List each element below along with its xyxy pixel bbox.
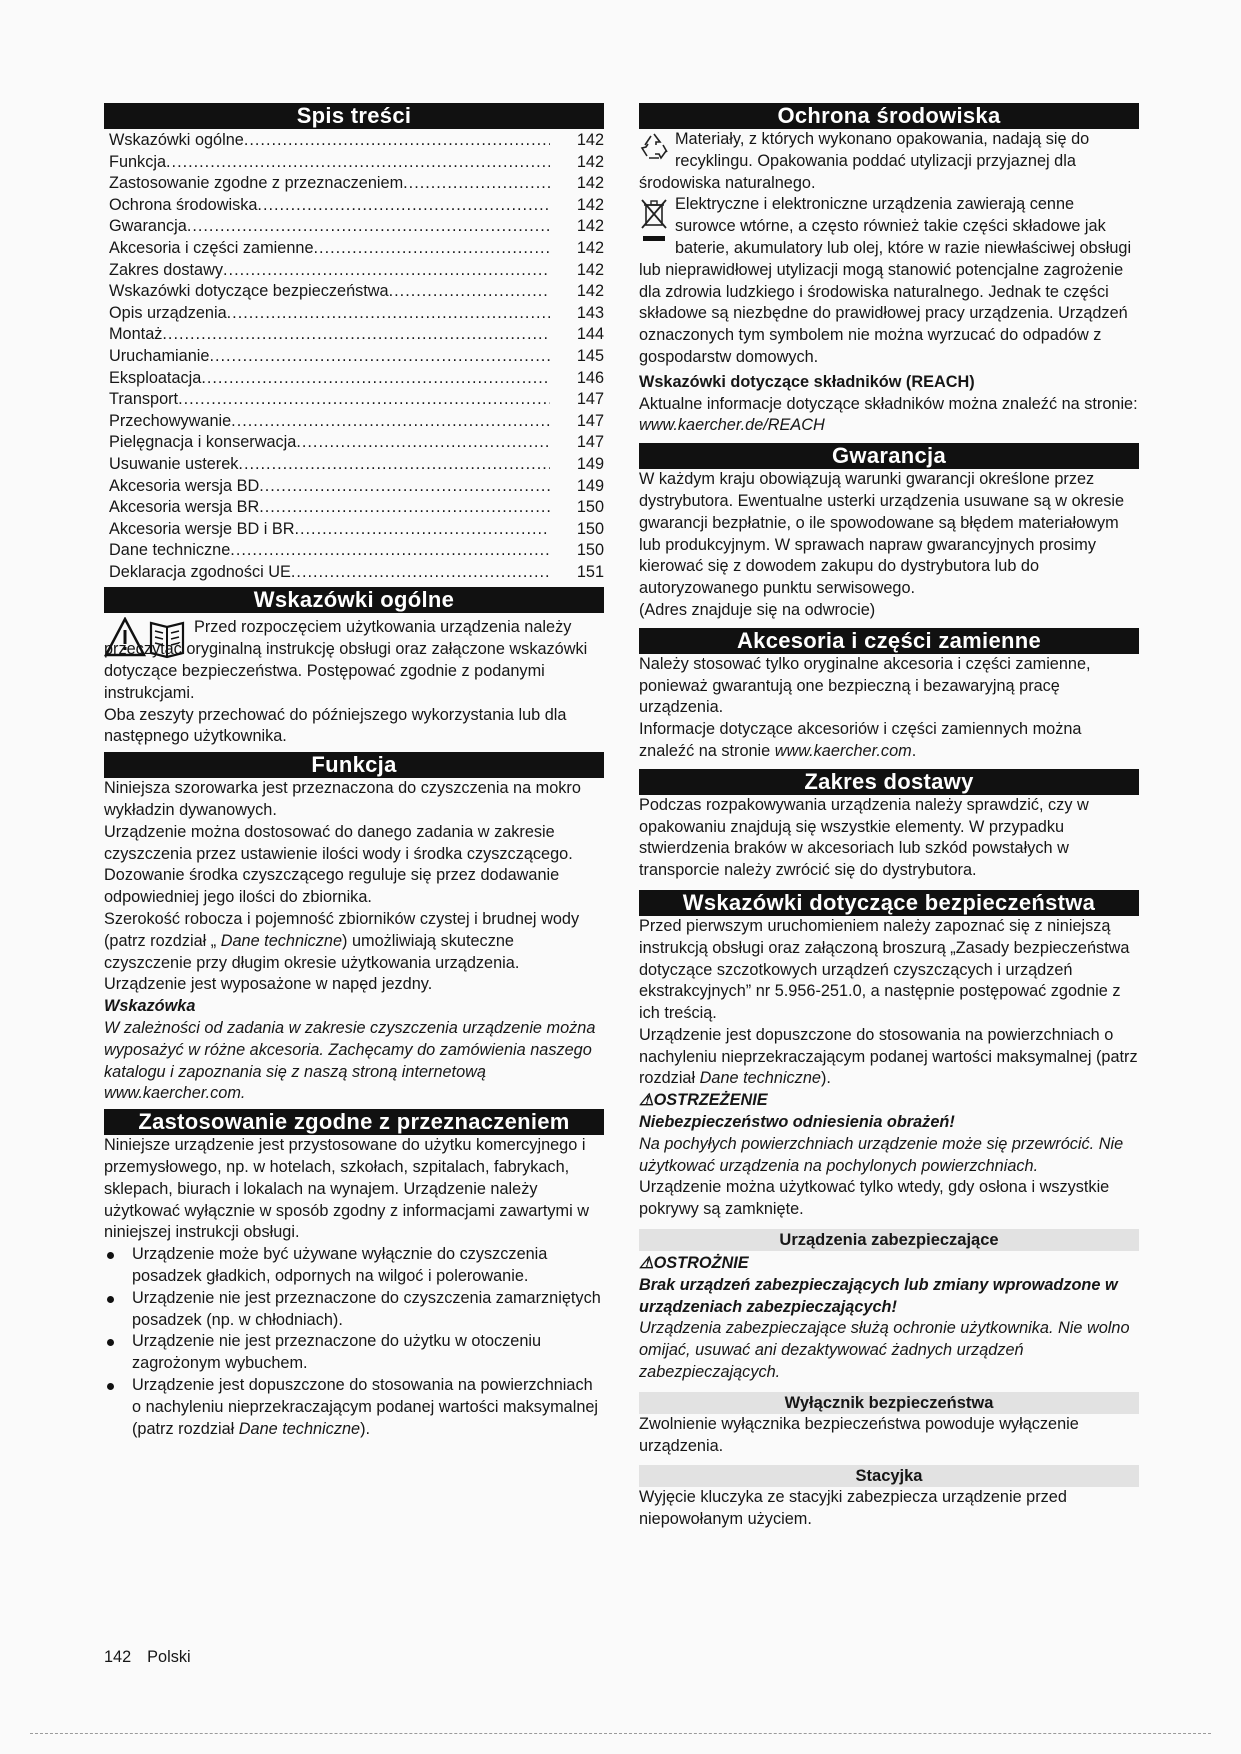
- toc-entry-title: Wskazówki dotyczące bezpieczeństwa: [109, 282, 389, 301]
- function-ref-link: Dane techniczne: [220, 931, 343, 950]
- reach-link[interactable]: www.kaercher.de/REACH: [639, 416, 825, 435]
- function-note-text: W zależności od zadania w zakresie czyszczenia urządzenie można wyposażyć w różne akcesoria. Zachęcamy do zamówienia naszego katalogu i zapoznania się z naszą stroną internetową www.kaercher.com.: [104, 1019, 596, 1103]
- accessories-text-2: [639, 719, 1139, 763]
- list-item: Urządzenie nie jest przeznaczone do użytku w otoczeniu zagrożonym wybuchem.: [104, 1331, 604, 1375]
- toc-entry-title: Zakres dostawy: [109, 260, 224, 279]
- toc-entry[interactable]: [104, 238, 604, 260]
- warning-label-text: OSTRZEŻENIE: [653, 1091, 768, 1110]
- accessories-text-2-end: .: [911, 741, 917, 760]
- environment-heading: Ochrona środowiska: [639, 103, 1139, 129]
- intended-use-heading: Zastosowanie zgodne z przeznaczeniem: [104, 1109, 604, 1135]
- page-footer: [104, 1648, 207, 1667]
- caution-text: Urządzenia zabezpieczające służą ochronie użytkownika. Nie wolno omijać, usuwać ani dezaktywować żadnych urządzeń zabezpieczających.: [639, 1319, 1130, 1382]
- toc-entry-page: 149: [576, 476, 604, 495]
- toc-entry[interactable]: [104, 303, 604, 325]
- list-item-text: Urządzenie jest dopuszczone do stosowania na powierzchniach o nachyleniu nieprzekraczającym podanej wartości maksymalnej (patrz rozdział: [132, 1375, 599, 1438]
- toc-entry-page: 142: [576, 152, 604, 171]
- toc-leader-dots: [257, 195, 550, 217]
- toc-entry-page: 147: [576, 411, 604, 430]
- toc-entry[interactable]: [104, 432, 604, 454]
- delivery-heading: Zakres dostawy: [639, 769, 1139, 795]
- toc-entry-title: Usuwanie usterek: [109, 454, 239, 473]
- toc-entry-page: 142: [576, 260, 604, 279]
- toc-entry-page: 142: [576, 174, 604, 193]
- toc-entry[interactable]: [104, 540, 604, 562]
- toc-entry[interactable]: [104, 346, 604, 368]
- warranty-heading: Gwarancja: [639, 443, 1139, 469]
- toc-entry-title: Funkcja: [109, 152, 167, 171]
- toc-leader-dots: [294, 519, 550, 541]
- safety-text-3: Urządzenie można użytkować tylko wtedy, gdy osłona i wszystkie pokrywy są zamknięte.: [639, 1178, 1110, 1219]
- page-number: 142: [104, 1648, 132, 1666]
- toc-entry[interactable]: [104, 519, 604, 541]
- toc-entry-page: 142: [576, 131, 604, 149]
- toc-entry-page: 145: [576, 346, 604, 365]
- toc-entry-title: Opis urządzenia: [109, 303, 227, 322]
- toc-entry-page: 142: [576, 217, 604, 236]
- toc-entry-page: 146: [576, 368, 604, 387]
- toc-entry-page: 150: [576, 519, 604, 538]
- toc-leader-dots: [296, 432, 550, 454]
- environment-text-1: Materiały, z których wykonano opakowania, nadają się do recyklingu. Opakowania poddać utylizacji przyjaznej dla środowiska naturalnego.: [639, 130, 1090, 192]
- safety-text-2-end: ).: [820, 1069, 831, 1088]
- caution-label: [639, 1253, 1139, 1275]
- safety-devices-heading: Urządzenia zabezpieczające: [639, 1229, 1139, 1251]
- toc-entry-page: 142: [576, 195, 604, 214]
- toc-entry[interactable]: [104, 152, 604, 174]
- toc-entry-title: Akcesoria wersja BD: [109, 476, 260, 495]
- toc-entry[interactable]: [104, 260, 604, 282]
- list-item: Urządzenie nie jest przeznaczone do czyszczenia zamarzniętych posadzek (np. w chłodniach).: [104, 1288, 604, 1332]
- reach-text: [639, 394, 1139, 438]
- accessories-heading: Akcesoria i części zamienne: [639, 628, 1139, 654]
- caution-label-text: OSTROŻNIE: [653, 1254, 749, 1273]
- safety-text-2: [639, 1025, 1139, 1090]
- list-item-text-end: ).: [360, 1419, 371, 1438]
- toc-leader-dots: [259, 476, 550, 498]
- toc-leader-dots: [403, 173, 550, 195]
- warranty-text-1: W każdym kraju obowiązują warunki gwarancji określone przez dystrybutora. Ewentualne usterki urządzenia usuwane są w okresie gwarancji bezpłatnie, o ile spowodowane są błędem materiałowym lub produkcyjnym. W sprawach napraw gwarancyjnych prosimy kierować się z dowodem zakupu do dystrybutora lub do autoryzowanego punktu serwisowego.: [639, 470, 1125, 598]
- safety-switch-heading: Wyłącznik bezpieczeństwa: [639, 1392, 1139, 1414]
- warranty-text-2: (Adres znajduje się na odwrocie): [639, 600, 876, 619]
- toc-leader-dots: [166, 152, 550, 174]
- toc-entry[interactable]: [104, 173, 604, 195]
- warning-title: Niebezpieczeństwo odniesienia obrażeń!: [639, 1113, 955, 1132]
- toc-entry-title: Ochrona środowiska: [109, 195, 258, 214]
- toc-entry-title: Przechowywanie: [109, 411, 232, 430]
- toc-entry[interactable]: [104, 324, 604, 346]
- toc-leader-dots: [223, 260, 550, 282]
- toc-heading: Spis treści: [104, 103, 604, 129]
- table-of-contents: [104, 130, 604, 583]
- toc-entry[interactable]: [104, 497, 604, 519]
- safety-switch-text: Zwolnienie wyłącznika bezpieczeństwa powoduje wyłączenie urządzenia.: [639, 1414, 1079, 1455]
- footer-language: Polski: [147, 1648, 191, 1666]
- toc-entry-title: Zastosowanie zgodne z przeznaczeniem: [109, 174, 404, 193]
- toc-entry-page: 147: [576, 433, 604, 452]
- toc-leader-dots: [238, 454, 550, 476]
- accessories-text-2-body: Informacje dotyczące akcesoriów i części zamiennych można znaleźć na stronie: [639, 720, 1082, 760]
- left-column: [104, 103, 604, 1440]
- toc-entry[interactable]: [104, 476, 604, 498]
- ignition-heading: Stacyjka: [639, 1465, 1139, 1487]
- warning-text: Na pochyłych powierzchniach urządzenie może się przewrócić. Nie użytkować urządzenia na pochylonych powierzchniach.: [639, 1134, 1124, 1175]
- safety-heading: Wskazówki dotyczące bezpieczeństwa: [639, 890, 1139, 916]
- function-text-2: Urządzenie można dostosować do danego zadania w zakresie czyszczenia przez ustawienie ilości wody i środka czyszczącego. Dozowanie środka czyszczącego reguluje się przez dodawanie odpowiedniej jego ilości do zbiornika.: [104, 822, 573, 907]
- general-text-2: Oba zeszyty przechować do późniejszego wykorzystania lub dla następnego użytkownika.: [104, 705, 567, 746]
- safety-text-1: Przed pierwszym uruchomieniem należy zapoznać się z niniejszą instrukcją obsługi oraz załączoną broszurą „Zasady bezpieczeństwa dotyczące szczotkowych urządzeń czyszczących i urządzeń ekstrakcyjnych” nr 5.956-251.0, a następnie postępować zgodnie z ich treścią.: [639, 916, 1130, 1023]
- environment-text-2: Elektryczne i elektroniczne urządzenia zawierają cenne surowce wtórne, a często również takie części składowe jak baterie, akumulatory lub olej, które w razie niewłaściwej obsługi lub nieprawidłowej utylizacji mogą stanowić potencjalne zagrożenie dla zdrowia ludzkiego i środowiska naturalnego. Jednak te części składowe są niezbędne do prawidłowej pracy urządzenia. Urządzeń oznaczonych tym symbolem nie można wyrzucać do odpadów z gospodarstw domowych.: [639, 195, 1132, 366]
- warning-label: [639, 1090, 1139, 1112]
- caution-triangle-icon: ⚠: [639, 1254, 654, 1273]
- page-divider: [30, 1733, 1211, 1734]
- list-item-ref: Dane techniczne: [238, 1419, 361, 1438]
- toc-leader-dots: [209, 346, 550, 368]
- function-heading: Funkcja: [104, 752, 604, 778]
- toc-entry-page: 150: [576, 541, 604, 560]
- toc-leader-dots: [162, 324, 550, 346]
- delivery-text: Podczas rozpakowywania urządzenia należy sprawdzić, czy w opakowaniu znajdują się wszystkie elementy. W przypadku stwierdzenia braków w akcesoriach lub szkód powstałych w transporcie należy zwrócić się do dystrybutora.: [639, 795, 1089, 880]
- toc-entry-page: 144: [576, 325, 604, 344]
- toc-leader-dots: [231, 411, 550, 433]
- warning-triangle-icon: ⚠: [639, 1091, 654, 1110]
- general-text-1: Przed rozpoczęciem użytkowania urządzenia należy przeczytać oryginalną instrukcję obsługi oraz załączone wskazówki dotyczące bezpieczeństwa. Postępować zgodnie z podanymi instrukcjami.: [104, 618, 588, 702]
- function-text-3: [104, 909, 604, 974]
- toc-entry-title: Dane techniczne: [109, 541, 231, 560]
- toc-entry-title: Eksploatacja: [109, 368, 202, 387]
- list-item: [104, 1375, 604, 1440]
- caution-title: Brak urządzeń zabezpieczających lub zmiany wprowadzone w urządzeniach zabezpieczających!: [639, 1275, 1118, 1316]
- toc-leader-dots: [291, 562, 550, 584]
- safety-ref: Dane techniczne: [699, 1069, 821, 1088]
- toc-entry-title: Akcesoria wersja BR: [109, 498, 260, 517]
- toc-leader-dots: [227, 303, 550, 325]
- toc-entry-page: 143: [576, 303, 604, 322]
- toc-leader-dots: [201, 368, 550, 390]
- safety-text-2-body: Urządzenie jest dopuszczone do stosowania na powierzchniach o nachyleniu nieprzekraczającym podanej wartości maksymalnej (patrz rozdział: [639, 1025, 1138, 1088]
- toc-entry-page: 151: [576, 562, 604, 581]
- toc-entry[interactable]: [104, 130, 604, 152]
- toc-leader-dots: [389, 281, 550, 303]
- right-column: [639, 103, 1139, 1531]
- intended-use-list: [104, 1244, 604, 1440]
- toc-entry-title: Uruchamianie: [109, 346, 210, 365]
- toc-leader-dots: [244, 130, 550, 152]
- reach-text-body: Aktualne informacje dotyczące składników można znaleźć na stronie:: [639, 394, 1138, 413]
- toc-entry-title: Gwarancja: [109, 217, 187, 236]
- function-text-3a: Szerokość robocza i pojemność zbiorników czystej i brudnej wody (patrz rozdział „: [104, 910, 580, 950]
- function-text-4: Urządzenie jest wyposażone w napęd jezdny.: [104, 975, 433, 994]
- reach-title: Wskazówki dotyczące składników (REACH): [639, 372, 975, 391]
- general-heading: Wskazówki ogólne: [104, 587, 604, 613]
- toc-entry-title: Montaż: [109, 325, 163, 344]
- accessories-link[interactable]: www.kaercher.com: [774, 741, 912, 760]
- toc-entry[interactable]: [104, 389, 604, 411]
- environment-recycling: [639, 129, 1139, 194]
- function-note-label: Wskazówka: [104, 997, 196, 1016]
- toc-leader-dots: [314, 238, 550, 260]
- toc-entry[interactable]: [104, 454, 604, 476]
- ignition-text: Wyjęcie kluczyka ze stacyjki zabezpiecza urządzenie przed niepowołanym użyciem.: [639, 1488, 1067, 1529]
- function-text-1: Niniejsza szorowarka jest przeznaczona do czyszczenia na mokro wykładzin dywanowych.: [104, 779, 581, 820]
- toc-entry-page: 149: [576, 454, 604, 473]
- toc-leader-dots: [178, 389, 550, 411]
- function-text-3b: ) umożliwiają skuteczne czyszczenie przy długim okresie użytkowania urządzenia.: [104, 931, 520, 972]
- toc-entry-page: 142: [576, 238, 604, 257]
- toc-entry-title: Deklaracja zgodności UE: [109, 562, 291, 581]
- toc-entry[interactable]: [104, 216, 604, 238]
- list-item: Urządzenie może być używane wyłącznie do czyszczenia posadzek gładkich, odpornych na wilgoć i polerowanie.: [104, 1244, 604, 1288]
- toc-leader-dots: [187, 216, 550, 238]
- toc-entry[interactable]: [104, 195, 604, 217]
- toc-entry-page: 150: [576, 498, 604, 517]
- toc-entry-page: 147: [576, 390, 604, 409]
- crossed-bin-icon: [639, 197, 669, 243]
- recycling-icon: [639, 131, 669, 161]
- toc-entry[interactable]: [104, 562, 604, 584]
- toc-leader-dots: [230, 540, 550, 562]
- toc-entry[interactable]: [104, 281, 604, 303]
- environment-weee: [639, 194, 1139, 368]
- intended-use-text: Niniejsze urządzenie jest przystosowane do użytku komercyjnego i przemysłowego, np. w hotelach, szkołach, szpitalach, fabrykach, sklepach, biurach i lokalach na wynajem. Urządzenie należy użytkować wyłącznie w sposób zgodny z informacjami zawartymi w niniejszej instrukcji obsługi.: [104, 1136, 589, 1242]
- accessories-text-1: Należy stosować tylko oryginalne akcesoria i części zamienne, ponieważ gwarantują one bezpieczną i bezawaryjną pracę urządzenia.: [639, 654, 1091, 717]
- toc-entry[interactable]: [104, 411, 604, 433]
- toc-entry-title: Transport: [109, 390, 179, 409]
- toc-entry-title: Wskazówki ogólne: [109, 131, 244, 149]
- toc-leader-dots: [259, 497, 550, 519]
- toc-entry-title: Pielęgnacja i konserwacja: [109, 433, 297, 452]
- toc-entry-title: Akcesoria i części zamienne: [109, 238, 314, 257]
- toc-entry-page: 142: [576, 282, 604, 301]
- toc-entry[interactable]: [104, 368, 604, 390]
- toc-entry-title: Akcesoria wersje BD i BR: [109, 519, 295, 538]
